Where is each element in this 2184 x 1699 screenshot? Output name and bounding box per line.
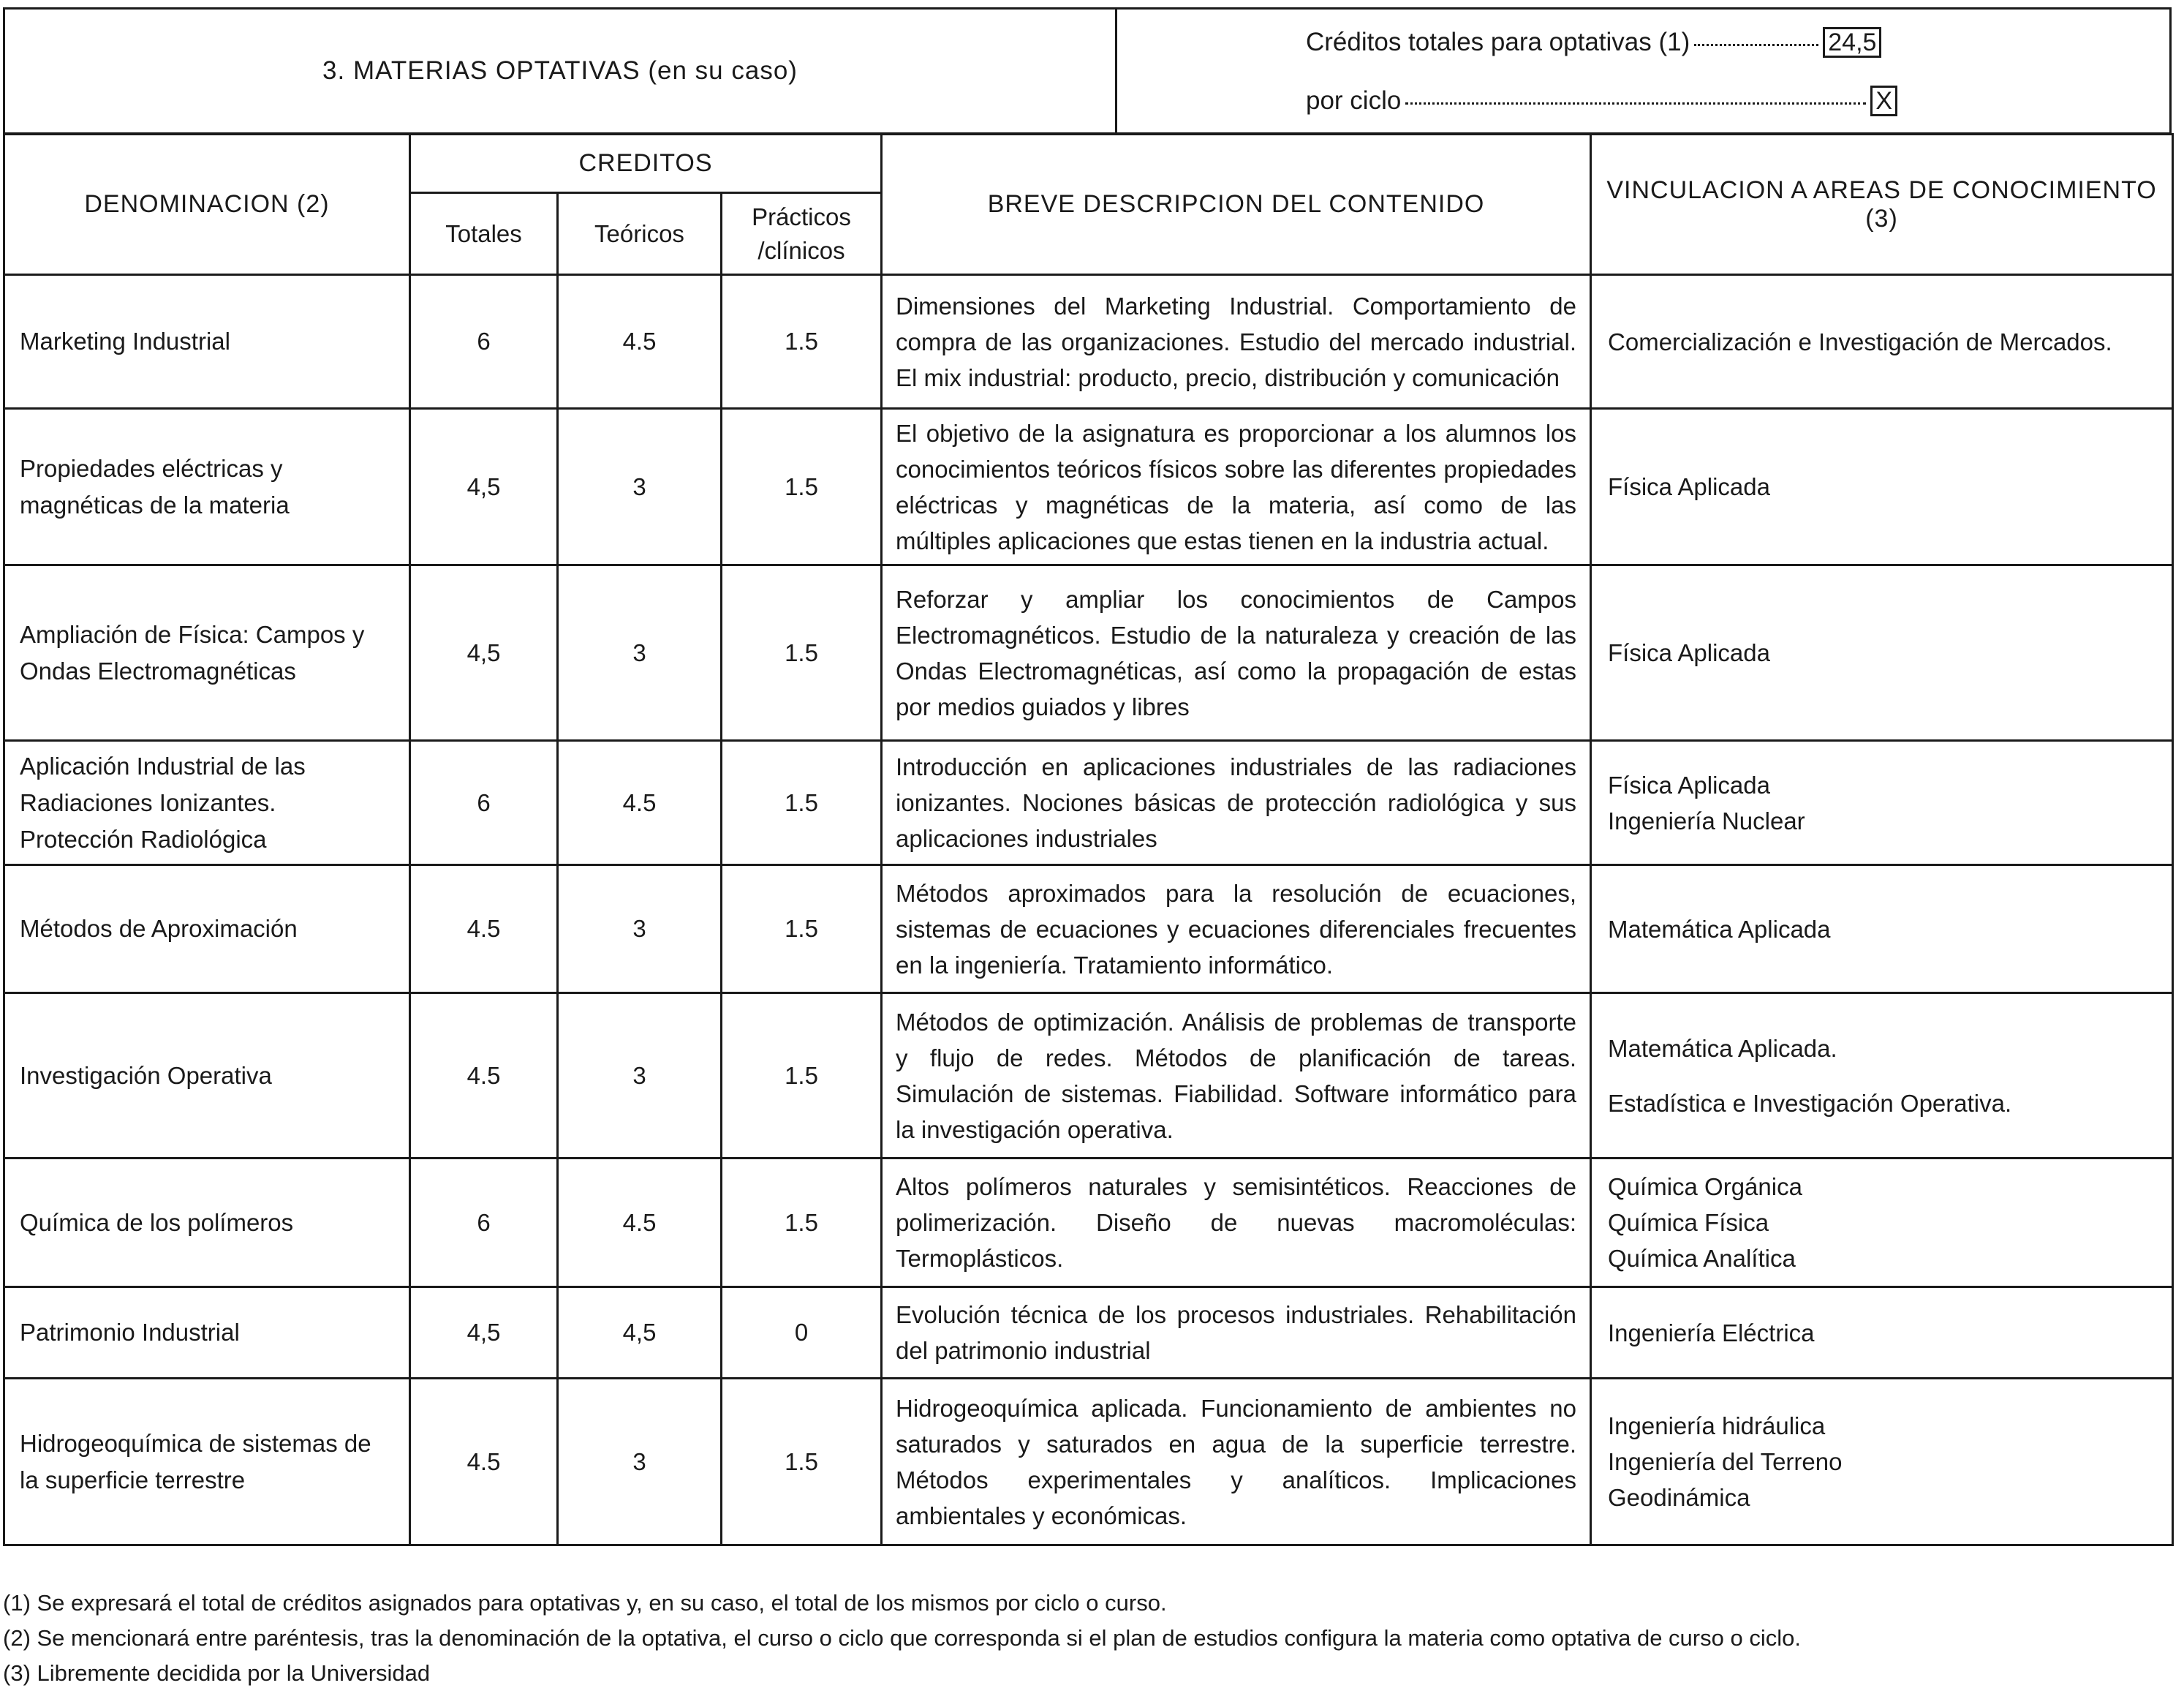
area-item: Geodinámica <box>1608 1484 1750 1511</box>
table-row <box>4 1379 2173 1545</box>
subject-description: Métodos de optimización. Análisis de problemas de transporte y flujo de redes. Métodos de planificación de tareas. Simulación de sistemas. Fiabilidad. Software informático para la investigación operativa. <box>882 993 1591 1159</box>
subject-name: Propiedades eléctricas y magnéticas de la materia <box>4 409 410 565</box>
credits-practicos: 1.5 <box>722 865 882 993</box>
knowledge-areas <box>1591 1379 2173 1545</box>
credits-practicos: 1.5 <box>722 409 882 565</box>
header-totales: Totales <box>410 193 558 275</box>
credits-teoricos: 4.5 <box>558 1159 722 1287</box>
credits-totales: 4,5 <box>410 1287 558 1379</box>
section-header-box <box>3 7 2172 135</box>
credits-practicos: 1.5 <box>722 275 882 409</box>
area-item: Matemática Aplicada <box>1608 915 1831 943</box>
subject-description: El objetivo de la asignatura es proporcionar a los alumnos los conocimientos teóricos físicos sobre las diferentes propiedades eléctricas y magnéticas de la materia, así como de las múltiples aplicaciones que estas tienen en la industria actual. <box>882 409 1591 565</box>
table-row <box>4 275 2173 409</box>
credits-summary <box>1117 10 2169 132</box>
credits-practicos: 1.5 <box>722 741 882 865</box>
area-item: Comercialización e Investigación de Mercados. <box>1608 328 2112 355</box>
credits-teoricos: 4.5 <box>558 741 722 865</box>
area-item: Física Aplicada <box>1608 639 1770 666</box>
credits-teoricos: 4.5 <box>558 275 722 409</box>
footnotes <box>3 1586 1801 1691</box>
subject-name: Investigación Operativa <box>4 993 410 1159</box>
area-item: Ingeniería Nuclear <box>1608 807 1805 835</box>
area-item: Matemática Aplicada. <box>1608 1034 1837 1062</box>
credits-teoricos: 3 <box>558 1379 722 1545</box>
per-cycle-label: por ciclo <box>1306 86 1402 115</box>
table-row <box>4 741 2173 865</box>
credits-practicos: 0 <box>722 1287 882 1379</box>
knowledge-areas <box>1591 741 2173 865</box>
subject-name: Aplicación Industrial de las Radiaciones Ionizantes. Protección Radiológica <box>4 741 410 865</box>
subject-description: Métodos aproximados para la resolución de ecuaciones, sistemas de ecuaciones y ecuaciones diferenciales frecuentes en la ingeniería. Tratamiento informático. <box>882 865 1591 993</box>
credits-totales: 6 <box>410 275 558 409</box>
header-vinculacion: VINCULACION A AREAS DE CONOCIMIENTO (3) <box>1591 135 2173 275</box>
dotted-leader <box>1694 44 1818 46</box>
footnote-2: (2) Se mencionará entre paréntesis, tras la denominación de la optativa, el curso o ciclo que corresponda si el plan de estudios configura la materia como optativa de curso o ciclo. <box>3 1625 1801 1651</box>
credits-total-label: Créditos totales para optativas (1) <box>1306 28 1690 56</box>
header-creditos: CREDITOS <box>410 135 882 193</box>
area-item: Química Analítica <box>1608 1245 1796 1272</box>
area-item: Física Aplicada <box>1608 473 1770 500</box>
knowledge-areas <box>1591 565 2173 741</box>
credits-totales: 4.5 <box>410 1379 558 1545</box>
table-row <box>4 565 2173 741</box>
knowledge-areas <box>1591 1287 2173 1379</box>
section-title: 3. MATERIAS OPTATIVAS (en su caso) <box>5 10 1117 132</box>
table-row <box>4 1287 2173 1379</box>
credits-totales: 4.5 <box>410 993 558 1159</box>
credits-totales: 4.5 <box>410 865 558 993</box>
subject-name: Patrimonio Industrial <box>4 1287 410 1379</box>
credits-totales: 4,5 <box>410 565 558 741</box>
subject-description: Reforzar y ampliar los conocimientos de Campos Electromagnéticos. Estudio de la naturaleza y creación de las Ondas Electromagnéticas, así como la propagación de estas por medios guiados y libres <box>882 565 1591 741</box>
credits-total-value: 24,5 <box>1823 27 1881 58</box>
table-row <box>4 865 2173 993</box>
area-item: Química Física <box>1608 1209 1769 1236</box>
subject-description: Hidrogeoquímica aplicada. Funcionamiento de ambientes no saturados y saturados en agua de la superficie terrestre. Métodos experimentales y analíticos. Implicaciones ambientales y económicas. <box>882 1379 1591 1545</box>
subject-name: Métodos de Aproximación <box>4 865 410 993</box>
credits-teoricos: 3 <box>558 993 722 1159</box>
area-item: Ingeniería hidráulica <box>1608 1412 1826 1439</box>
optional-subjects-table <box>3 133 2174 1546</box>
table-row <box>4 1159 2173 1287</box>
dotted-leader <box>1405 102 1866 105</box>
subject-description: Evolución técnica de los procesos industriales. Rehabilitación del patrimonio industrial <box>882 1287 1591 1379</box>
subject-description: Dimensiones del Marketing Industrial. Comportamiento de compra de las organizaciones. Estudio del mercado industrial. El mix industrial: producto, precio, distribución y comunicación <box>882 275 1591 409</box>
knowledge-areas <box>1591 1159 2173 1287</box>
credits-teoricos: 3 <box>558 409 722 565</box>
credits-practicos: 1.5 <box>722 565 882 741</box>
per-cycle-value: X <box>1870 86 1897 116</box>
credits-totales: 6 <box>410 1159 558 1287</box>
knowledge-areas <box>1591 865 2173 993</box>
credits-totales: 4,5 <box>410 409 558 565</box>
header-descripcion: BREVE DESCRIPCION DEL CONTENIDO <box>882 135 1591 275</box>
area-item: Física Aplicada <box>1608 771 1770 799</box>
header-denominacion: DENOMINACION (2) <box>4 135 410 275</box>
knowledge-areas <box>1591 993 2173 1159</box>
table-row <box>4 409 2173 565</box>
area-item: Ingeniería Eléctrica <box>1608 1319 1815 1346</box>
footnote-3: (3) Libremente decidida por la Universidad <box>3 1660 431 1686</box>
credits-practicos: 1.5 <box>722 1159 882 1287</box>
subject-description: Introducción en aplicaciones industriales de las radiaciones ionizantes. Nociones básicas de protección radiológica y sus aplicaciones industriales <box>882 741 1591 865</box>
footnote-1: (1) Se expresará el total de créditos asignados para optativas y, en su caso, el total de los mismos por ciclo o curso. <box>3 1590 1167 1616</box>
credits-teoricos: 3 <box>558 565 722 741</box>
header-practicos: Prácticos /clínicos <box>722 193 882 275</box>
header-teoricos: Teóricos <box>558 193 722 275</box>
subject-description: Altos polímeros naturales y semisintéticos. Reacciones de polimerización. Diseño de nuevas macromoléculas: Termoplásticos. <box>882 1159 1591 1287</box>
subject-name: Ampliación de Física: Campos y Ondas Electromagnéticas <box>4 565 410 741</box>
credits-teoricos: 3 <box>558 865 722 993</box>
credits-teoricos: 4,5 <box>558 1287 722 1379</box>
knowledge-areas <box>1591 409 2173 565</box>
credits-practicos: 1.5 <box>722 1379 882 1545</box>
subject-name: Química de los polímeros <box>4 1159 410 1287</box>
area-item: Química Orgánica <box>1608 1173 1802 1200</box>
area-item: Estadística e Investigación Operativa. <box>1608 1089 2012 1117</box>
area-item: Ingeniería del Terreno <box>1608 1448 1843 1475</box>
knowledge-areas <box>1591 275 2173 409</box>
credits-totales: 6 <box>410 741 558 865</box>
credits-practicos: 1.5 <box>722 993 882 1159</box>
subject-name: Hidrogeoquímica de sistemas de la superficie terrestre <box>4 1379 410 1545</box>
credits-total-line <box>1306 27 1881 58</box>
per-cycle-line <box>1306 86 1897 116</box>
table-row <box>4 993 2173 1159</box>
subject-name: Marketing Industrial <box>4 275 410 409</box>
